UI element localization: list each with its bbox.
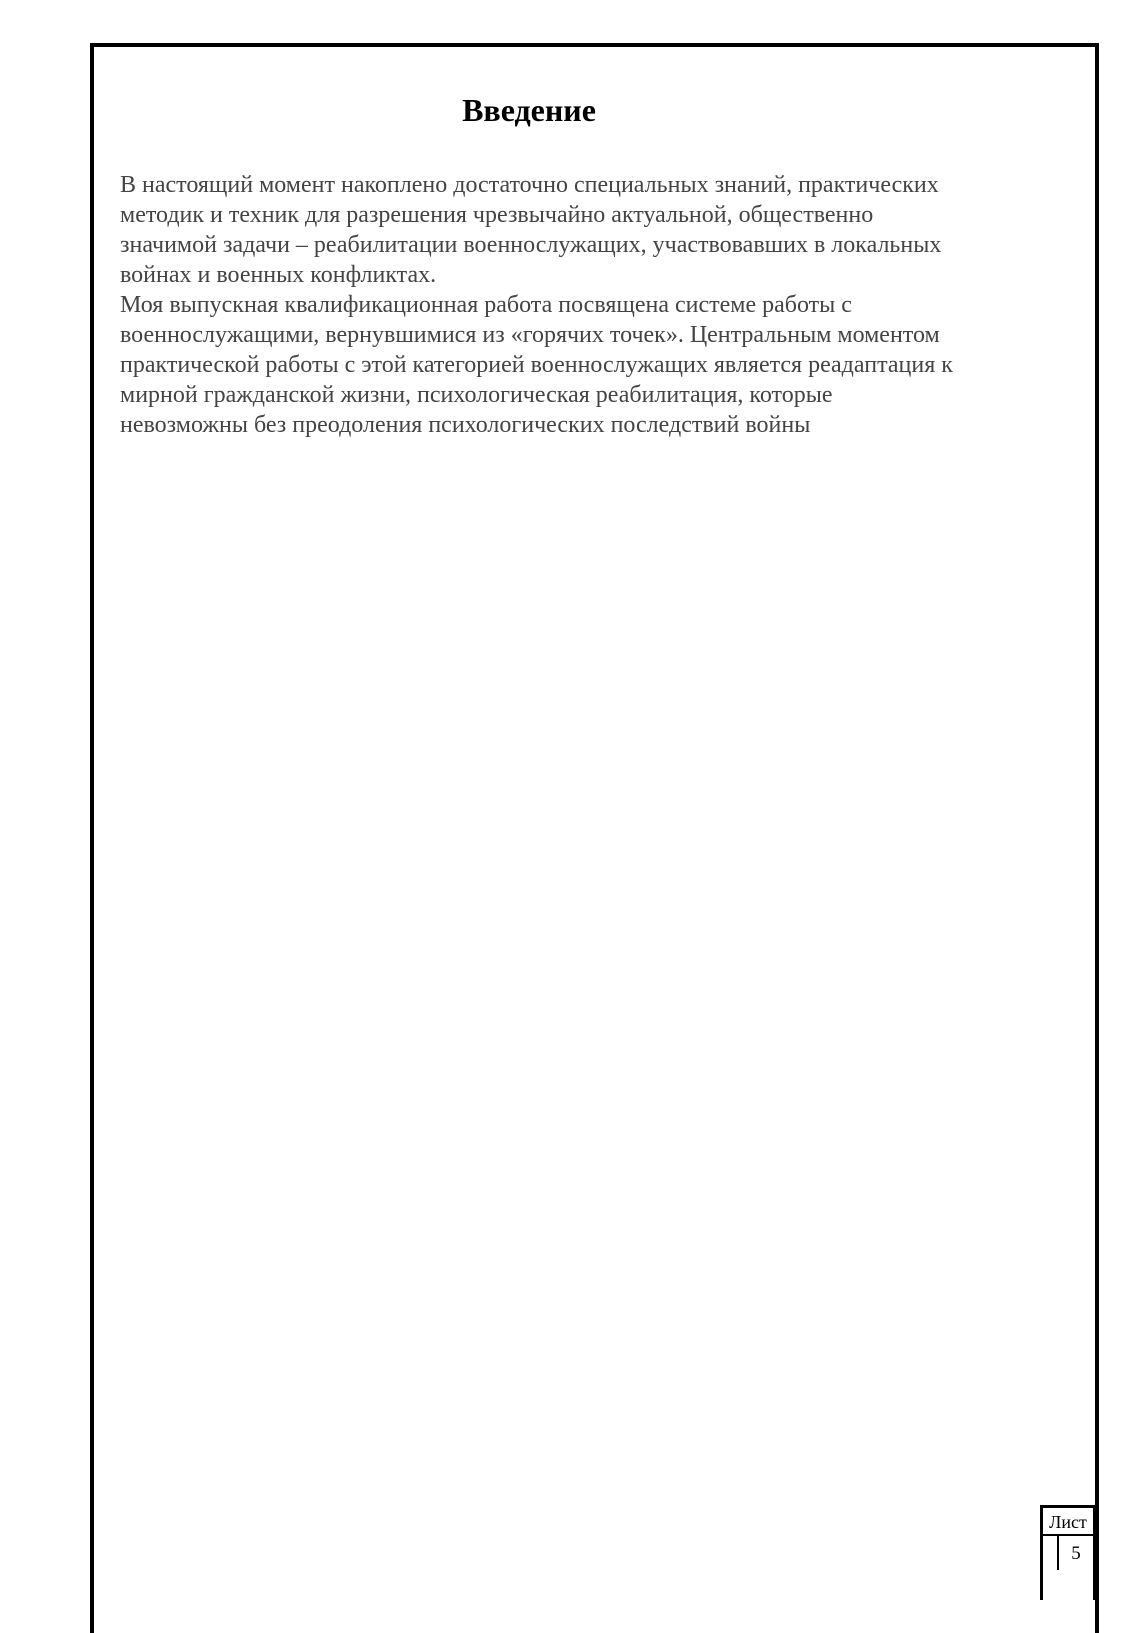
page-title: Введение	[462, 92, 596, 128]
sheet-number-stamp	[1040, 1505, 1097, 1600]
sheet-number: 5	[1057, 1536, 1093, 1570]
paragraph-1: В настоящий момент накоплено достаточно специальных знаний, практических методик и техник для разрешения чрезвычайно актуальной, общественно значимой задачи – реабилитации военнослужащих, участвовавших в локальных войнах и военных конфликтах.	[120, 172, 942, 288]
sheet-label: Лист	[1043, 1508, 1093, 1536]
paragraph-2: Моя выпускная квалификационная работа посвящена системе работы с военнослужащими, вернувшимися из «горячих точек». Центральным моментом практической работы с этой категорией военнослужащих является реадаптация к мирной гражданской жизни, психологическая реабилитация, которые невозможны без преодоления психологических последствий войны	[120, 292, 953, 438]
document-body	[120, 170, 1070, 440]
